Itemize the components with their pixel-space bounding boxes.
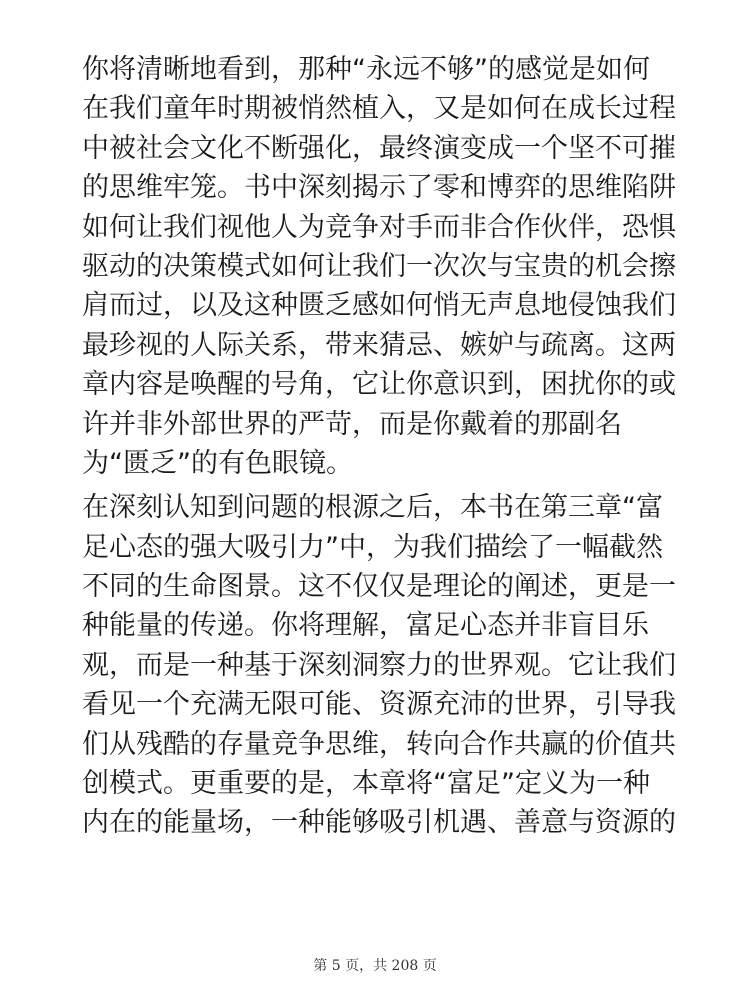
- text-line: 在深刻认知到问题的根源之后，本书在第三章“富: [82, 492, 663, 524]
- text-line: 你将清晰地看到，那种“永远不够”的感觉是如何: [82, 54, 650, 85]
- text-line: 最珍视的人际关系，带来猜忌、嫉妒与疏离。这两: [82, 329, 676, 361]
- text-line: 创模式。更重要的是，本章将“富足”定义为一种: [82, 768, 650, 800]
- text-line: 观，而是一种基于深刻洞察力的世界观。它让我们: [82, 649, 676, 681]
- text-line: 内在的能量场，一种能够吸引机遇、善意与资源的: [82, 807, 676, 839]
- text-line: 看见一个充满无限可能、资源充沛的世界，引导我: [82, 689, 676, 721]
- text-line: 为“匮乏”的有色眼镜。: [82, 447, 353, 479]
- text-line: 们从残酷的存量竞争思维，转向合作共赢的价值共: [82, 728, 676, 760]
- text-line: 如何让我们视他人为竞争对手而非合作伙伴，恐惧: [82, 211, 676, 243]
- text-line: 肩而过，以及这种匮乏感如何悄无声息地侵蚀我们: [82, 290, 676, 322]
- page-number-footer: 第 5 页，共 208 页: [313, 958, 437, 974]
- text-line: 足心态的强大吸引力”中，为我们描绘了一幅截然: [82, 531, 663, 563]
- paragraph-1: [82, 50, 682, 483]
- text-line: 中被社会文化不断强化，最终演变成一个坚不可摧: [82, 132, 676, 164]
- text-line: 驱动的决策模式如何让我们一次次与宝贵的机会擦: [82, 250, 676, 282]
- text-line: 在我们童年时期被悄然植入，又是如何在成长过程: [82, 93, 676, 125]
- text-line: 种能量的传递。你将理解，富足心态并非盲目乐: [82, 610, 649, 642]
- body-text: [82, 50, 682, 843]
- text-line: 不同的生命图景。这不仅仅是理论的阐述，更是一: [82, 571, 676, 603]
- paragraph-2: [82, 488, 682, 843]
- text-line: 许并非外部世界的严苛，而是你戴着的那副名: [82, 408, 622, 440]
- text-line: 的思维牢笼。书中深刻揭示了零和博弈的思维陷阱: [82, 172, 676, 204]
- text-line: 章内容是唤醒的号角，它让你意识到，困扰你的或: [82, 369, 676, 401]
